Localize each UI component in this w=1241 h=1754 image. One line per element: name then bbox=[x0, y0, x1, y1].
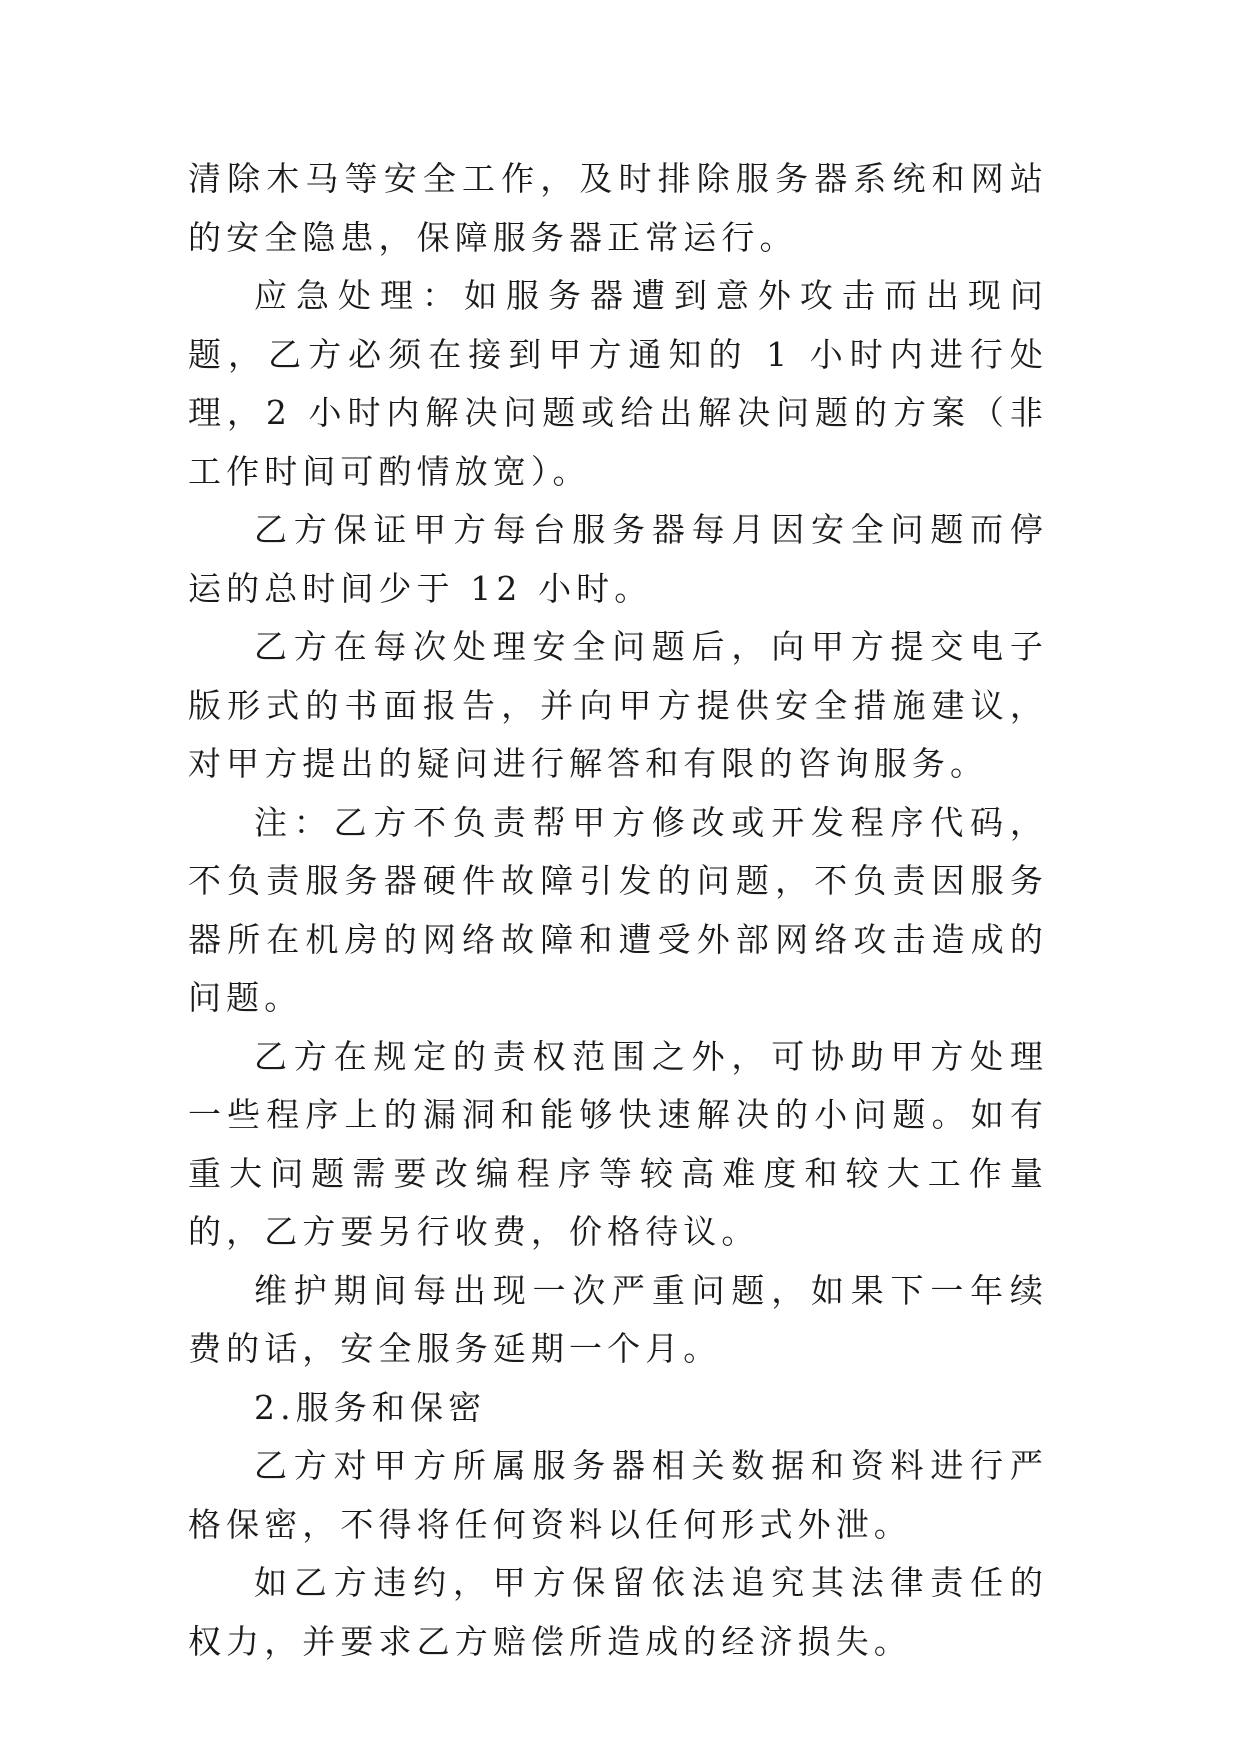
document-page bbox=[188, 150, 1048, 1671]
paragraph-note-exclusions: 注：乙方不负责帮甲方修改或开发程序代码，不负责服务器硬件故障引发的问题，不负责因服务器所在机房的网络故障和遭受外部网络攻击造成的问题。 bbox=[188, 802, 1048, 1017]
paragraph-breach-liability: 如乙方违约，甲方保留依法追究其法律责任的权力，并要求乙方赔偿所造成的经济损失。 bbox=[188, 1563, 1048, 1661]
paragraph-report-submission: 乙方在每次处理安全问题后，向甲方提交电子版形式的书面报告，并向甲方提供安全措施建议，对甲方提出的疑问进行解答和有限的咨询服务。 bbox=[188, 627, 1048, 783]
paragraph-emergency-handling: 应急处理：如服务器遭到意外攻击而出现问题，乙方必须在接到甲方通知的 1 小时内进行处理，2 小时内解决问题或给出解决问题的方案（非工作时间可酌情放宽）。 bbox=[188, 276, 1048, 491]
paragraph-downtime-guarantee: 乙方保证甲方每台服务器每月因安全问题而停运的总时间少于 12 小时。 bbox=[188, 510, 1048, 608]
section-heading-service-confidentiality: 2.服务和保密 bbox=[254, 1387, 487, 1427]
paragraph-extra-assistance: 乙方在规定的责权范围之外，可协助甲方处理一些程序上的漏洞和能够快速解决的小问题。如有重大问题需要改编程序等较高难度和较大工作量的，乙方要另行收费，价格待议。 bbox=[188, 1036, 1048, 1251]
paragraph-confidentiality: 乙方对甲方所属服务器相关数据和资料进行严格保密，不得将任何资料以任何形式外泄。 bbox=[188, 1446, 1048, 1544]
paragraph-service-extension: 维护期间每出现一次严重问题，如果下一年续费的话，安全服务延期一个月。 bbox=[188, 1270, 1048, 1368]
paragraph-continuation: 清除木马等安全工作，及时排除服务器系统和网站的安全隐患，保障服务器正常运行。 bbox=[188, 159, 1048, 257]
